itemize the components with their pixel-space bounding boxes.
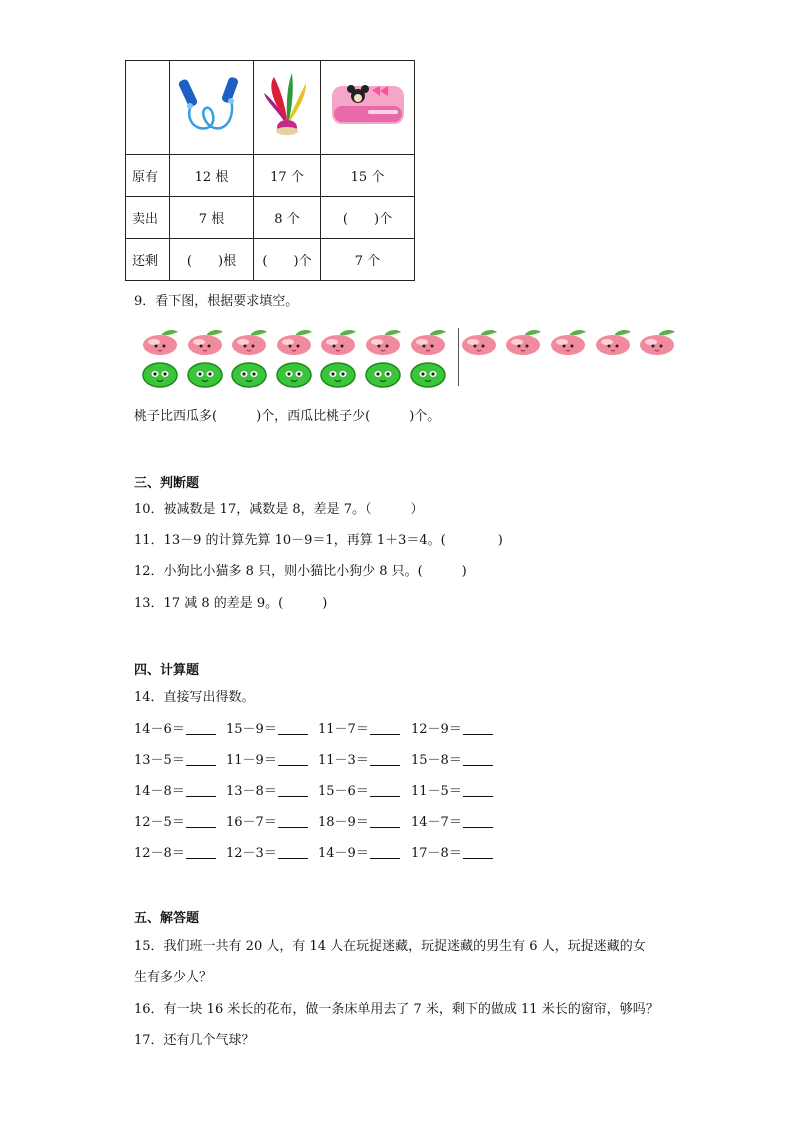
watermelon-icon [140,359,180,389]
peach-icon [229,328,269,356]
peach-icon [503,328,543,356]
calc-item [134,718,216,737]
answer-blank[interactable] [278,815,308,828]
fruit-illustration [140,326,700,390]
peach-icon [274,328,314,356]
answer-blank[interactable] [186,722,216,735]
calc-item [134,780,216,799]
judge-question-12: 12．小狗比小猫多 8 只，则小猫比小狗少 8 只。( ) [134,564,467,579]
pencil-case-cell [321,61,415,155]
peach-icon [363,328,403,356]
answer-blank[interactable] [463,722,493,735]
table-cell: 7 个 [321,239,415,281]
calc-item [411,811,493,830]
table-corner-cell [126,61,170,155]
calc-expression: 15－6＝ [318,784,369,799]
table-cell-blank[interactable]: ( )个 [254,239,321,281]
calc-expression: 13－5＝ [134,753,185,768]
calc-expression: 16－7＝ [226,815,277,830]
answer-blank[interactable] [370,753,400,766]
watermelon-icon [363,359,403,389]
table-row [126,155,415,197]
peach-icon [637,328,677,356]
pencil-case-icon [328,76,408,136]
calc-expression: 11－3＝ [318,753,369,768]
table-image-row [126,61,415,155]
answer-blank[interactable] [370,846,400,859]
watermelon-icon [408,359,448,389]
calc-expression: 11－5＝ [411,784,462,799]
question-15-line2: 生有多少人？ [134,970,213,985]
answer-blank[interactable] [463,784,493,797]
calc-expression: 12－3＝ [226,846,277,861]
judge-question-11: 11．13－9 的计算先算 10－9＝1，再算 1＋3＝4。( ) [134,533,503,548]
section-3-title: 三、判断题 [134,476,200,491]
calc-item [134,749,216,768]
calc-item [411,718,493,737]
calc-expression: 12－8＝ [134,846,185,861]
question-14-title: 14．直接写出得数。 [134,690,255,705]
calc-item [134,811,216,830]
calc-item [226,749,308,768]
calc-item [134,842,216,861]
answer-blank[interactable] [278,846,308,859]
table-cell-blank[interactable]: ( )根 [170,239,254,281]
calc-expression: 13－8＝ [226,784,277,799]
calc-item [318,811,400,830]
calc-expression: 12－5＝ [134,815,185,830]
peach-icon [593,328,633,356]
calc-item [318,780,400,799]
jump-rope-cell [170,61,254,155]
watermelon-icon [229,359,269,389]
table-cell-blank[interactable]: ( )个 [321,197,415,239]
goods-table [125,60,415,281]
answer-blank[interactable] [278,784,308,797]
table-cell: 7 根 [170,197,254,239]
table-row [126,239,415,281]
calc-item [411,842,493,861]
peach-icon [140,328,180,356]
calc-item [226,780,308,799]
calc-item [318,842,400,861]
answer-blank[interactable] [463,846,493,859]
question-9-fill: 桃子比西瓜多( )个，西瓜比桃子少( )个。 [134,409,441,424]
peach-icon [408,328,448,356]
table-cell: 12 根 [170,155,254,197]
judge-question-13: 13．17 减 8 的差是 9。( ) [134,596,328,611]
answer-blank[interactable] [186,784,216,797]
peach-icon [459,328,499,356]
answer-blank[interactable] [370,815,400,828]
watermelon-icon [318,359,358,389]
calc-item [411,749,493,768]
row-label: 原有 [126,155,170,197]
answer-blank[interactable] [463,815,493,828]
calc-expression: 11－7＝ [318,722,369,737]
answer-blank[interactable] [186,815,216,828]
jump-rope-icon [177,71,247,141]
section-5-title: 五、解答题 [134,911,200,926]
calc-expression: 15－9＝ [226,722,277,737]
judge-question-10: 10．被减数是 17，减数是 8，差是 7。（ ） [134,502,424,517]
calc-expression: 11－9＝ [226,753,277,768]
calc-item [318,718,400,737]
answer-blank[interactable] [370,784,400,797]
table-cell: 17 个 [254,155,321,197]
question-17: 17．还有几个气球？ [134,1033,255,1048]
watermelon-icon [274,359,314,389]
table-cell: 8 个 [254,197,321,239]
peach-icon [185,328,225,356]
calc-item [411,780,493,799]
question-15-line1: 15．我们班一共有 20 人，有 14 人在玩捉迷藏，玩捉迷藏的男生有 6 人，玩捉迷藏的女 [134,939,646,954]
table-cell: 15 个 [321,155,415,197]
calc-expression: 12－9＝ [411,722,462,737]
calc-expression: 14－6＝ [134,722,185,737]
calc-item [226,811,308,830]
calc-expression: 15－8＝ [411,753,462,768]
watermelon-icon [185,359,225,389]
answer-blank[interactable] [278,722,308,735]
calc-item [226,718,308,737]
calc-item [318,749,400,768]
answer-blank[interactable] [370,722,400,735]
section-4-title: 四、计算题 [134,663,200,678]
question-9-title: 9．看下图，根据要求填空。 [134,294,299,309]
calc-expression: 14－7＝ [411,815,462,830]
table-row [126,197,415,239]
peach-icon [318,328,358,356]
calc-expression: 14－8＝ [134,784,185,799]
answer-blank[interactable] [186,753,216,766]
answer-blank[interactable] [278,753,308,766]
row-label: 还剩 [126,239,170,281]
calc-expression: 14－9＝ [318,846,369,861]
row-label: 卖出 [126,197,170,239]
calc-expression: 18－9＝ [318,815,369,830]
answer-blank[interactable] [186,846,216,859]
calc-expression: 17－8＝ [411,846,462,861]
answer-blank[interactable] [463,753,493,766]
question-16: 16．有一块 16 米长的花布，做一条床单用去了 7 米，剩下的做成 11 米长的窗帘，够吗？ [134,1002,659,1017]
calc-item [226,842,308,861]
shuttlecock-cell [254,61,321,155]
shuttlecock-icon [262,71,312,141]
peach-icon [548,328,588,356]
